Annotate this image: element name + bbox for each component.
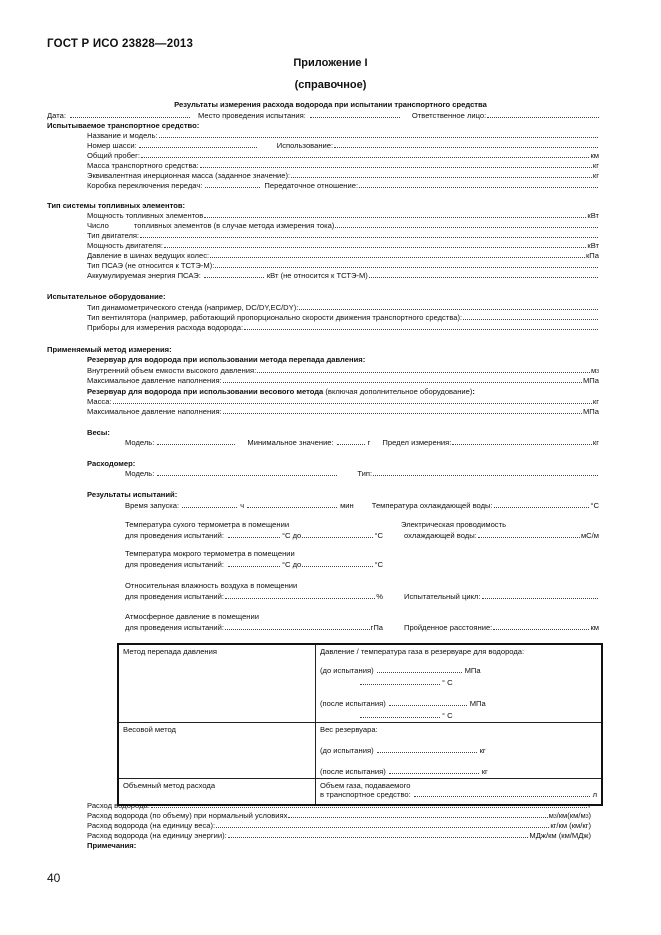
energy-row	[87, 271, 599, 280]
after-label: (после испытания)	[320, 699, 386, 708]
scales-min-unit: г	[367, 438, 371, 447]
weight-before-label: (до испытания)	[320, 746, 374, 755]
mileage-row	[87, 151, 599, 160]
start-time-label: Время запуска:	[125, 501, 180, 510]
before-mpa-unit: МПа	[464, 666, 481, 675]
consumption-volume-unit: м	[548, 811, 554, 820]
weight-method-cell: Весовой метод	[123, 725, 176, 734]
coolant-temp-unit: °С	[590, 501, 599, 510]
consumption-row-3	[87, 821, 591, 830]
engine-type-label: Тип двигателя:	[87, 231, 140, 240]
max-pressure2-label: Максимальное давление наполнения:	[87, 407, 222, 416]
standard-header: ГОСТ Р ИСО 23828—2013	[47, 38, 194, 50]
consumption-volume-unit-tail: /км(км/м	[556, 811, 586, 820]
consumption-weight-label: Расход водорода (на единицу веса):	[87, 821, 216, 830]
scales-model-label: Модель:	[125, 438, 155, 447]
humidity-unit: %	[376, 592, 383, 601]
vehicle-heading: Испытываемое транспортное средство:	[47, 121, 200, 130]
gas-volume-title-2: в транспортное средство:	[320, 790, 411, 799]
before-label: (до испытания)	[320, 666, 374, 675]
usage-label: Использование:	[276, 141, 334, 150]
weight-method-heading	[87, 387, 475, 396]
fc-count-row	[87, 221, 599, 230]
coolant-temp-label: Температура охлаждающей воды:	[371, 501, 493, 510]
distance-unit: км	[590, 623, 599, 632]
dyno-label: Тип динамометрического стенда (например, DC/DY,EC/DY):	[87, 303, 299, 312]
scales-range-unit: кг	[592, 438, 599, 447]
wet-temp-row	[125, 560, 383, 569]
weight-method-colon: :	[472, 387, 475, 396]
weight-after-unit: кг	[481, 767, 488, 776]
pressure-method-cell: Метод перепада давления	[123, 647, 217, 656]
after-mpa-unit: МПа	[469, 699, 486, 708]
dry-temp-from-unit: °С до	[281, 531, 302, 540]
mileage-label: Общий пробег:	[87, 151, 141, 160]
appendix-type: (справочное)	[294, 79, 367, 91]
consumption-volume-sup: 3	[553, 814, 557, 820]
tank-mass-label: Масса:	[87, 397, 112, 406]
engine-power-row	[87, 241, 599, 250]
notes-label: Примечания:	[87, 841, 137, 850]
fan-row	[87, 313, 599, 322]
consumption-weight-unit: кг/км (км/кг)	[550, 821, 591, 830]
cycle-label: Испытательный цикл:	[404, 592, 481, 601]
ratio-label: Передаточное отношение:	[264, 181, 359, 190]
consumption-volume-label: Расход водорода (по объему) при нормальный условиях	[87, 811, 288, 820]
inertia-label: Эквивалентная инерционная масса (заданное значение):	[87, 171, 291, 180]
conductivity-label-2: охлаждающей воды:	[404, 531, 477, 540]
energy-unit: кВт (не относится к ТСТЭ-М)	[266, 271, 368, 280]
atm-row	[125, 623, 383, 632]
hours-unit: ч	[240, 501, 245, 510]
max-pressure-label: Максимальное давление наполнения:	[87, 376, 222, 385]
consumption-volume-sup2: 3	[585, 814, 589, 820]
psaz-row	[87, 261, 599, 270]
conductivity-unit: мС/м	[580, 531, 599, 540]
psaz-label: Тип ПСАЭ (не относится к ТСТЭ-М):	[87, 261, 215, 270]
weight-after-label: (после испытания)	[320, 767, 386, 776]
flowmeter-row	[125, 469, 599, 478]
gearbox-row	[87, 181, 599, 190]
atm-label-2: для проведения испытаний:	[125, 623, 224, 632]
consumption-label: Расход водорода:	[87, 801, 150, 810]
gearbox-label: Коробка переключения передач:	[87, 181, 203, 190]
flowmeter-model-label: Модель:	[125, 469, 155, 478]
vehicle-name-label: Название и модель:	[87, 131, 158, 140]
appendix-title: Приложение I	[293, 57, 368, 69]
distance-label: Пройденное расстояние:	[404, 623, 493, 632]
atm-label-1: Атмосферное давление в помещении	[125, 612, 259, 621]
devices-label: Приборы для измерения расхода водорода:	[87, 323, 244, 332]
consumption-row-4	[87, 831, 591, 840]
volume-label: Внутренний объем емкости высокого давления:	[87, 366, 257, 375]
distance-row	[404, 623, 599, 632]
equipment-heading: Испытательное оборудование:	[47, 292, 166, 301]
conductivity-label-1: Электрическая проводимость	[401, 520, 507, 529]
dry-temp-label-2: для проведения испытаний:	[125, 531, 224, 540]
tire-pressure-row	[87, 251, 599, 260]
humidity-label-2: для проведения испытаний:	[125, 592, 224, 601]
weight-before-unit: кг	[479, 746, 486, 755]
table-row	[118, 723, 602, 779]
responsible-label: Ответственное лицо:	[411, 111, 487, 120]
humidity-row	[125, 592, 383, 601]
volume-method-cell: Объемный метод расхода	[123, 781, 216, 790]
cycle-row	[404, 592, 599, 601]
engine-type-row	[87, 231, 599, 240]
humidity-label-1: Относительная влажность воздуха в помещении	[125, 581, 298, 590]
dry-temp-row	[125, 531, 383, 540]
pressure-temp-title: Давление / температура газа в резервуаре для водорода:	[320, 647, 525, 656]
place-label: Место проведения испытания:	[197, 111, 306, 120]
max-pressure2-unit: МПа	[582, 407, 599, 416]
table-cell-values	[316, 644, 603, 723]
consumption-energy-label: Расход водорода (на единицу энергии):	[87, 831, 227, 840]
vehicle-mass-unit: кг	[592, 161, 599, 170]
tank-mass-unit: кг	[592, 397, 599, 406]
flowmeter-heading: Расходомер:	[87, 459, 136, 468]
max-pressure-unit: МПа	[582, 376, 599, 385]
vehicle-mass-row	[87, 161, 599, 170]
fc-power-label: Мощность топливных элементов	[87, 211, 204, 220]
scales-row	[125, 438, 599, 447]
inertia-unit: кг	[592, 171, 599, 180]
minutes-unit: мин	[340, 501, 354, 510]
tank-weight-title: Вес резервуара:	[320, 725, 378, 734]
gas-volume-unit: л	[592, 790, 597, 799]
wet-temp-label-1: Температура мокрого термометра в помещении	[125, 549, 295, 558]
table-cell-method	[118, 644, 316, 723]
consumption-row-1	[87, 801, 591, 810]
page-number: 40	[47, 871, 61, 885]
tank-mass-row	[87, 397, 599, 406]
consumption-unit: г	[588, 801, 591, 810]
scales-min-label: Минимальное значение:	[247, 438, 334, 447]
fc-count-label-a: Число	[87, 221, 109, 230]
conductivity-row	[404, 531, 599, 540]
before-degc-unit: ° С	[442, 678, 453, 687]
volume-unit: м	[590, 366, 597, 375]
dry-temp-to-unit: °С	[374, 531, 383, 540]
pressure-method-heading: Резервуар для водорода при использовании метода перепада давления:	[87, 355, 366, 364]
fuel-cell-heading: Тип системы топливных элементов:	[47, 201, 186, 210]
tire-pressure-label: Давление в шинах ведущих колес:	[87, 251, 210, 260]
method-heading: Применяемый метод измерения:	[47, 345, 172, 354]
atm-unit: гПа	[370, 623, 383, 632]
engine-power-label: Мощность двигателя:	[87, 241, 164, 250]
tire-pressure-unit: кПа	[585, 251, 599, 260]
dyno-row	[87, 303, 599, 312]
flowmeter-type-label: Тип:	[357, 469, 373, 478]
dry-temp-label-1: Температура сухого термометра в помещении	[125, 520, 290, 529]
date-label: Дата:	[47, 111, 66, 120]
vehicle-name-row	[87, 131, 599, 140]
scales-range-label: Предел измерения:	[382, 438, 452, 447]
start-time-row	[125, 501, 599, 510]
max-pressure2-row	[87, 407, 599, 416]
table-cell-method	[118, 723, 316, 779]
fc-power-unit: кВт	[587, 211, 599, 220]
vehicle-mass-label: Масса транспортного средства:	[87, 161, 199, 170]
table-row	[118, 644, 602, 723]
energy-label: Аккумулируемая энергия ПСАЭ:	[87, 271, 201, 280]
weight-method-note: (включая дополнительное оборудование)	[325, 387, 473, 396]
mileage-unit: км	[590, 151, 599, 160]
report-title: Результаты измерения расхода водорода при испытании транспортного средства	[174, 100, 487, 109]
measurement-table	[117, 643, 603, 806]
wet-temp-to-unit: °С	[374, 560, 383, 569]
scales-heading: Весы:	[87, 428, 110, 437]
devices-row	[87, 323, 599, 332]
engine-power-unit: кВт	[587, 241, 599, 250]
volume-unit-sup: 3	[596, 369, 599, 375]
fan-label: Тип вентилятора (например, работающий пропорционально скорости движения транспортного средства):	[87, 313, 463, 322]
consumption-volume-close: )	[588, 811, 591, 820]
consumption-energy-unit: МДж/км (км/МДж)	[529, 831, 591, 840]
fc-power-row	[87, 211, 599, 220]
weight-method-heading-bold: Резервуар для водорода при использовании весового метода	[87, 387, 324, 396]
top-line	[47, 111, 600, 120]
max-pressure-row	[87, 376, 599, 385]
wet-temp-label-2: для проведения испытаний:	[125, 560, 224, 569]
gas-volume-title-1: Объем газа, подаваемого	[320, 781, 411, 790]
chassis-label: Номер шасси:	[87, 141, 137, 150]
fc-count-label-b: топливных элементов (в случае метода измерения тока)	[133, 221, 335, 230]
chassis-row	[87, 141, 599, 150]
inertia-row	[87, 171, 599, 180]
table-cell-values	[316, 723, 603, 779]
wet-temp-from-unit: °С до	[281, 560, 302, 569]
results-heading: Результаты испытаний:	[87, 490, 178, 499]
after-degc-unit: ° С	[442, 711, 453, 720]
